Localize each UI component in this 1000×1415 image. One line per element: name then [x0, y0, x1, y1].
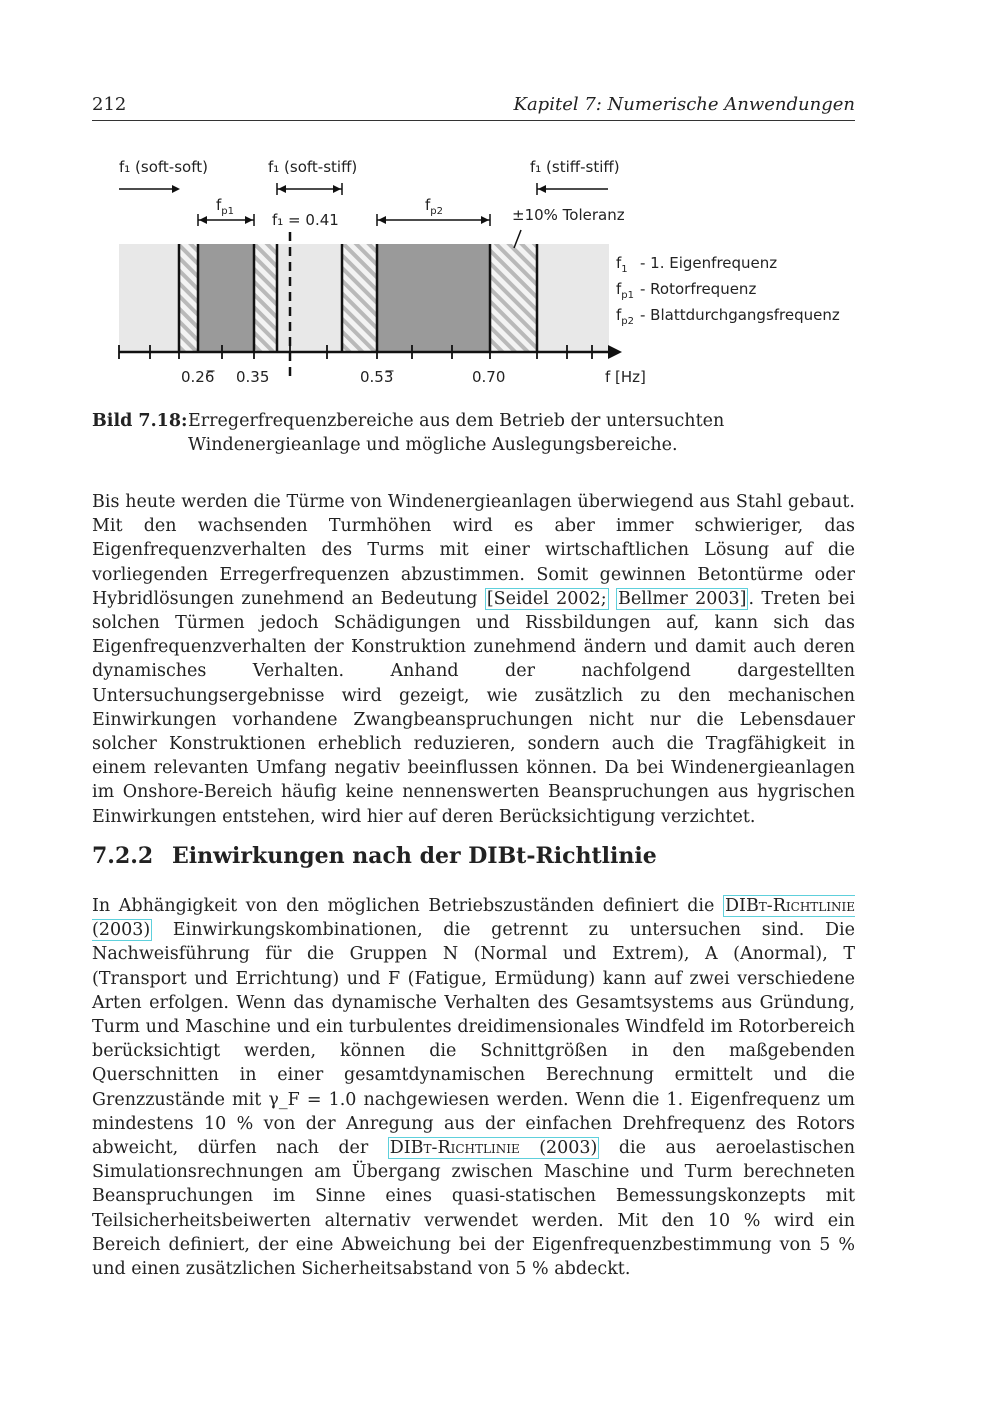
paragraph-text: Einwirkungskombinationen, die getrennt zu untersuchen sind. Die Nachweisführung für die Gruppen N (Normal und Extrem), A (Anormal), T (Transport und Errichtung) und F (Fatigue, Ermüdung) kann auf zwei verschiedene Arten erfolgen. Wenn das dynamische Verhalten des Gesamtsystems aus Gründung, Turm und Maschine und ein turbulentes dreidimensionales Windfeld im Rotorbereich berücksichtigt werden, können die Schnittgrößen in den maßgebenden Querschnitten in einer gesamtdynamischen Berechnung ermittelt und die Grenzzustände mit γ_F = 1.0 nachgewiesen werden. Wenn die 1. Eigenfrequenz um mindestens 10 % von der Anregung aus der einfachen Drehfrequenz des Rotors abweicht, dürfen nach der: [92, 920, 855, 1159]
stiff-stiff-label: f₁ (stiff-stiff): [530, 158, 620, 176]
citation-link-dibt-2[interactable]: DIBt-Richtlinie (2003): [389, 1138, 598, 1159]
paragraph-text: die aus aeroelastischen Simulationsrechnungen am Übergang zwischen Maschine und Turm berechneten Beanspruchungen im Sinne eines quasi-statischen Bemessungskonzepts mit Teilsicherheitsbeiwerten alternativ verwendet werden. Mit den 10 % wird ein Bereich definiert, der eine Abweichung bei der Eigenfrequenzbestimmung von 5 % und einen zusätzlichen Sicherheitsabstand von 5 % abdeckt.: [92, 1138, 855, 1280]
legend-desc-f1: - 1. Eigenfrequenz: [640, 254, 778, 272]
legend-symbol-fp2: $f_{p2}$: [616, 306, 634, 327]
paragraph-intro: [92, 490, 855, 829]
tolerance-label: ±10% Toleranz: [512, 206, 625, 224]
legend: [616, 254, 840, 327]
figure-caption: [92, 409, 855, 457]
section-number: 7.2.2: [92, 843, 154, 869]
chapter-title: Kapitel 7: Numerische Anwendungen: [513, 94, 855, 115]
frequency-diagram-svg: [92, 148, 855, 398]
axis-arrowhead: [608, 345, 622, 359]
citation-link-seidel[interactable]: [Seidel 2002;: [486, 588, 607, 609]
paragraph-text: In Abhängigkeit von den möglichen Betriebszuständen definiert die: [92, 896, 723, 916]
paragraph-dibt: [92, 894, 855, 1281]
tick-label-026: 0.26̅: [181, 368, 215, 386]
fp2-tolerance-right: [490, 244, 537, 352]
caption-label: Bild 7.18:: [92, 411, 188, 431]
caption-text: Erregerfrequenzbereiche aus dem Betrieb der untersuchten Windenergieanlage und mögliche Auslegungsbereiche.: [188, 411, 725, 455]
frequency-diagram: [92, 148, 855, 398]
fp2-tolerance-left: [342, 244, 377, 352]
tick-label-035: 0.35: [236, 368, 270, 386]
tick-label-053: 0.53̅: [360, 368, 394, 386]
fp1-label: $f_{p1}$: [216, 196, 234, 217]
fp1-tolerance-left: [179, 244, 198, 352]
legend-desc-fp2: - Blattdurchgangsfrequenz: [640, 306, 840, 324]
legend-symbol-f1: $f_1$: [616, 254, 628, 275]
fp1-tolerance-right: [254, 244, 277, 352]
tick-label-070: 0.70: [472, 368, 506, 386]
legend-desc-fp1: - Rotorfrequenz: [640, 280, 757, 298]
section-title: Einwirkungen nach der DIBt-Richtlinie: [172, 843, 657, 869]
f1-value-label: f₁ = 0.41: [272, 211, 339, 229]
axis-label: f [Hz]: [605, 368, 646, 386]
fp2-label: $f_{p2}$: [425, 196, 443, 217]
legend-symbol-fp1: $f_{p1}$: [616, 280, 634, 301]
soft-soft-arrow: [172, 185, 180, 193]
section-heading: [92, 843, 657, 869]
page-header: [92, 94, 855, 121]
paragraph-text: . Treten bei solchen Türmen jedoch Schädigungen und Rissbildungen auf, kann sich das Eigenfrequenzverhalten der Konstruktion zunehmend ändern und damit auch deren dynamisches Verhalten. Anhand der nachfolgend dargestellten Untersuchungsergebnisse wird gezeigt, wie zusätzlich zu den mechanischen Einwirkungen vorhandene Zwangbeanspruchungen nicht nur die Lebensdauer solcher Konstruktionen erheblich reduzieren, sondern auch die Tragfähigkeit in einem relevanten Umfang negativ beeinflussen können. Da bei Windenergieanlagen im Onshore-Bereich häufig keine nennenswerten Beanspruchungen aus hygrischen Einwirkungen entstehen, wird hier auf deren Berücksichtigung verzichtet.: [92, 588, 856, 827]
fp2-range: [377, 244, 490, 352]
soft-soft-label: f₁ (soft-soft): [119, 158, 208, 176]
citation-link-dibt[interactable]: DIBt-Richtlinie (2003): [92, 896, 855, 941]
citation-link-bellmer[interactable]: Bellmer 2003]: [618, 588, 747, 609]
paragraph-text: Bis heute werden die Türme von Windenergieanlagen überwiegend aus Stahl gebaut. Mit den wachsenden Turmhöhen wird es aber immer schwieriger, das Eigenfrequenzverhalten des Turms mit einer wirtschaftlichen Lösung auf die vorliegenden Erregerfrequenzen abzustimmen. Somit gewinnen Betontürme oder Hybridlösungen zunehmend an Bedeutung: [92, 492, 855, 609]
soft-stiff-label: f₁ (soft-stiff): [268, 158, 358, 176]
page-number: 212: [92, 94, 127, 115]
fp1-range: [198, 244, 254, 352]
